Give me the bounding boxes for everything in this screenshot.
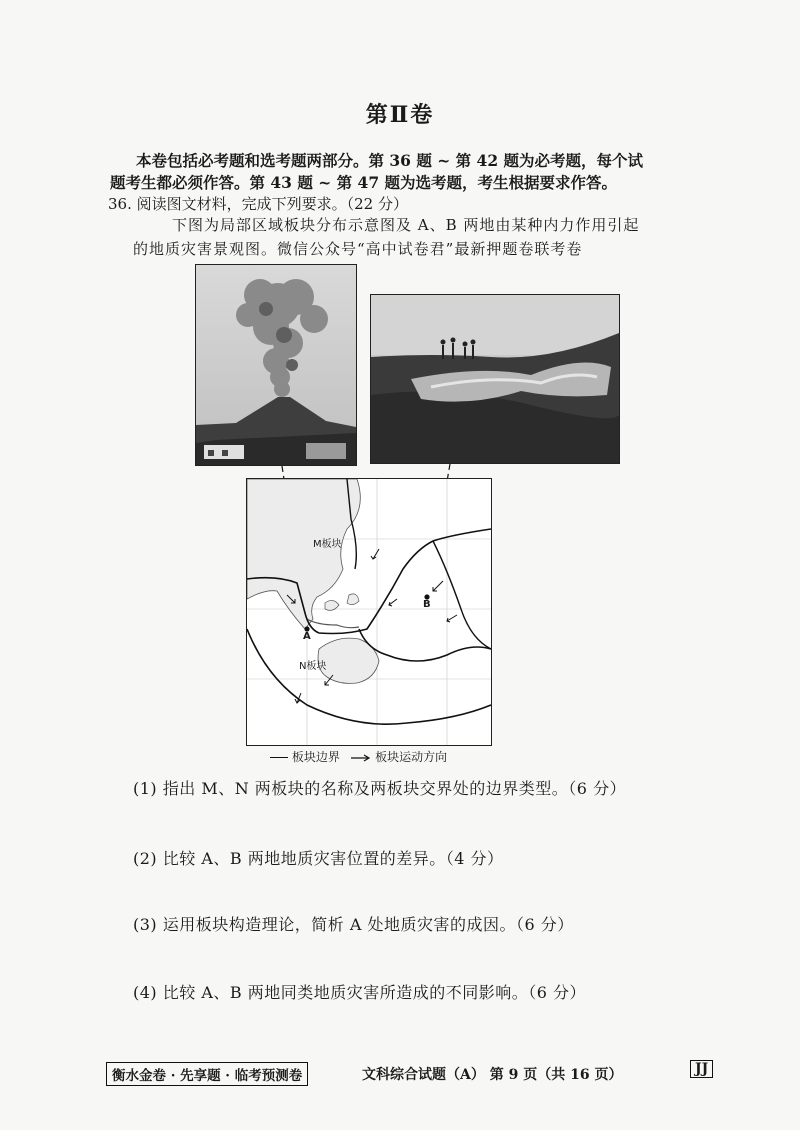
sub-question-2: (2) 比较 A、B 两地地质灾害位置的差异。（4 分） (133, 849, 504, 868)
section-title: 第Ⅱ卷 (365, 102, 435, 128)
question-heading: 36. 阅读图文材料，完成下列要求。（22 分） (108, 195, 408, 213)
sub-question-4: (4) 比较 A、B 两地同类地质灾害所造成的不同影响。（6 分） (133, 983, 587, 1002)
map-point-b: B (423, 599, 431, 610)
map-label-m-plate: M板块 (313, 539, 342, 550)
plate-distribution-map (246, 478, 492, 746)
question-lead-line-2: 的地质灾害景观图。微信公众号“高中试卷君”最新押题卷联考卷 (133, 240, 583, 258)
intro-line-2: 题考生都必须作答。第 43 题 ~ 第 47 题为选考题，考生根据要求作答。 (110, 173, 618, 192)
map-point-a: A (303, 631, 311, 642)
legend-boundary-label: 板块边界 (291, 750, 340, 764)
footer-code-box: JJ (690, 1060, 713, 1078)
question-lead-line-1: 下图为局部区域板块分布示意图及 A、B 两地由某种内力作用引起 (172, 216, 640, 234)
legend-motion-label: 板块运动方向 (375, 750, 448, 764)
footer-page-info: 文科综合试题（A） 第 9 页（共 16 页） (362, 1067, 623, 1083)
footer-series-box: 衡水金卷 · 先享题 · 临考预测卷 (106, 1062, 308, 1086)
arrow-icon (351, 751, 371, 765)
sub-question-3: (3) 运用板块构造理论，简析 A 处地质灾害的成因。（6 分） (133, 915, 574, 934)
intro-line-1: 本卷包括必考题和选考题两部分。第 36 题 ~ 第 42 题为必考题，每个试 (136, 151, 644, 170)
sub-question-1: (1) 指出 M、N 两板块的名称及两板块交界处的边界类型。（6 分） (133, 779, 627, 798)
boundary-line-symbol (270, 757, 288, 758)
map-legend (270, 748, 447, 765)
map-label-n-plate: N板块 (299, 661, 327, 672)
